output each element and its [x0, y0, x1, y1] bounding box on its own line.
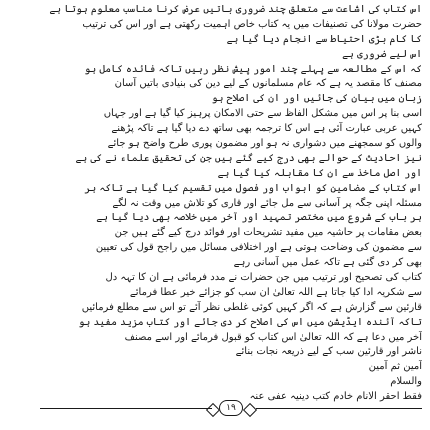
text-line: کہیں عربی عبارت آئی ہے اس کا ترجمہ بھی ساتھ دے دیا گیا ہے تاکہ پڑھنے	[111, 123, 422, 135]
text-body	[40, 3, 422, 405]
text-line: اس کتاب کی اشاعت سے متعلق چند ضروری باتیں عرض کرنا مناسب معلوم ہوتا ہے	[49, 4, 422, 15]
text-line: تاکہ آئندہ ایڈیشن میں اس کی اصلاح کر دی جائے اور کتاب مزید مفید ہو	[78, 316, 422, 328]
text-line: مصنف کا مقصد یہ ہے کہ عام مسلمانوں کے لیے دین کی بنیادی باتیں آسان	[114, 78, 422, 90]
text-line: سے مضمون کی وضاحت ہوتی ہے اور اختلافی مسائل میں راجح قول کی تعیین	[95, 242, 422, 254]
page-number: ۱۹	[219, 400, 243, 416]
text-line: آمین ثم آمین	[368, 361, 422, 373]
text-line: زبان میں بیان کی جائیں اور ان کی اصلاح ہو	[211, 93, 422, 105]
text-line: اور اصل ماخذ سے ان کا مقابلہ کیا گیا ہے	[217, 167, 422, 179]
text-line: نیز احادیث کے حوالے بھی درج کیے گئے ہیں جن کی تحقیق علماء نے کی ہے	[75, 152, 422, 164]
text-line: اسی بنا پر اس میں مشکل الفاظ سے حتی الامکان پرہیز کیا گیا ہے اور جہاں	[103, 108, 422, 120]
text-line: فقط احقر الانام خادم کتب دینیہ عفی عنہ	[249, 391, 422, 403]
ornament-icon	[243, 403, 257, 417]
text-line: کتاب کی تصحیح اور ترتیب میں جن حضرات نے مدد فرمائی ہے ان کا تہہ دل	[105, 272, 422, 284]
text-line: آخر میں دعا ہے کہ اللہ تعالیٰ اس کتاب کو قبول فرمائے اور اسے مصنف	[124, 331, 422, 343]
text-line: کا کام بڑی احتیاط سے انجام دیا گیا ہے	[226, 33, 422, 45]
footer-rule	[40, 408, 212, 409]
text-line: کہ اس کے مطالعہ سے پہلے چند امور پیش نظر رہیں تاکہ فائدہ کامل ہو	[84, 63, 422, 75]
footer-rule	[256, 408, 422, 409]
text-line: سے شکریہ ادا کیا جاتا ہے اللہ تعالیٰ ان سب کو جزائے خیر عطا فرمائے	[129, 286, 422, 298]
text-line: بعض مقامات پر حاشیہ میں مفید تشریحات اور فوائد درج کیے گئے ہیں جن	[114, 227, 422, 239]
ornament-icon	[206, 403, 220, 417]
text-line: قارئین سے گزارش ہے کہ اگر کہیں کوئی غلطی نظر آئے تو اس سے مطلع فرمائیں	[81, 301, 422, 313]
text-line: ناشر اور قارئین سب کے لیے ذریعہ نجات بنائے	[235, 346, 422, 358]
text-line: اس کتاب کے مضامین کو ابواب اور فصول میں تقسیم کیا گیا ہے تاکہ ہر	[84, 182, 422, 194]
page-footer	[40, 400, 422, 418]
text-line: ہر باب کے شروع میں مختصر تمہید اور آخر میں خلاصہ بھی دیا گیا ہے	[96, 212, 422, 224]
text-line: والسلام	[390, 376, 422, 388]
text-line: مسئلہ اپنی جگہ پر آسانی سے مل جائے اور قاری کو تلاش میں وقت نہ لگے	[112, 197, 422, 209]
text-line: والوں کو سمجھنے میں دشواری نہ ہو اور مضمون پوری طرح واضح ہو جائے	[107, 138, 422, 150]
text-line: حضرت مولانا کی تصنیفات میں یہ کتاب خاص اہمیت رکھتی ہے اور اس کی ترتیب	[82, 18, 422, 30]
text-line: اس لیے ضروری ہے	[342, 48, 422, 60]
text-line: بھی کر دی گئی ہے تاکہ عمل میں آسانی رہے	[233, 257, 422, 269]
